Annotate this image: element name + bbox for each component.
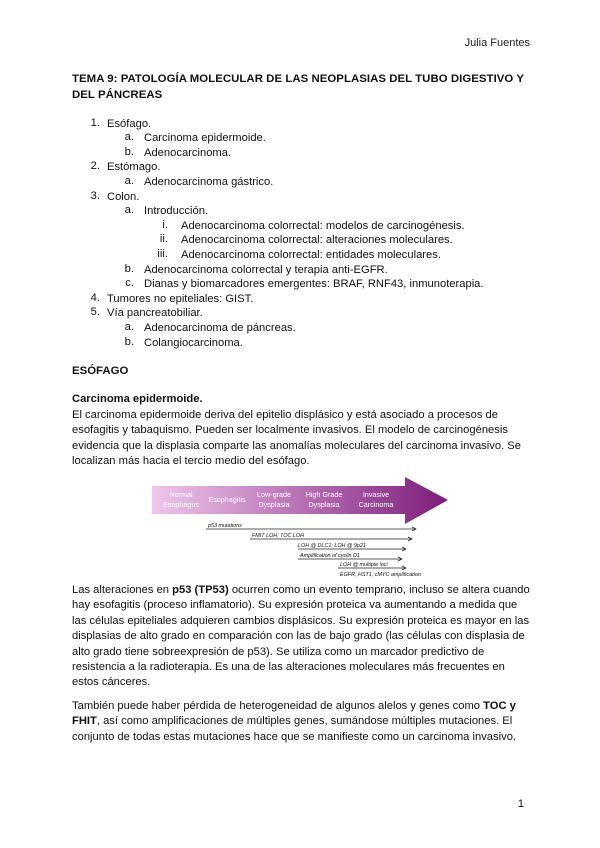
stage-label: Carcinoma — [358, 500, 394, 509]
toc-number: c. — [125, 277, 134, 289]
section-title: ESÓFAGO — [72, 365, 129, 377]
stage-label: Dysplasia — [308, 500, 340, 509]
header-author: Julia Fuentes — [464, 37, 530, 49]
toc-item: Carcinoma epidermoide. — [144, 132, 266, 144]
carcinogenesis-figure — [150, 472, 450, 580]
stage-label: Esophagitis — [208, 495, 246, 504]
toc-number: 3. — [90, 190, 100, 202]
event-label: p53 mutations — [208, 523, 242, 529]
toc-number: b. — [124, 146, 134, 158]
paragraph-text: También puede haber pérdida de heterogeneidad de algunos alelos y genes como — [72, 700, 484, 712]
stage-label: Low-grade — [257, 490, 291, 499]
toc-number: a. — [124, 175, 134, 187]
gene-highlight: TOC y FHIT — [72, 700, 516, 728]
toc-item: Dianas y biomarcadores emergentes: BRAF, RNF43, inmunoterapia. — [144, 278, 484, 290]
toc-number: i. — [162, 219, 168, 231]
toc-item: Adenocarcinoma. — [144, 147, 232, 159]
toc-number: b. — [124, 263, 134, 275]
paragraph-1: El carcinoma epidermoide deriva del epitelio displásico y está asociado a procesos de esofagitis y tabaquismo. Pueden ser localmente invasivos. El modelo de carcinogénesis evidencia que la displasia comparte las anomalías moleculares del carcinoma invasivo. Se localizan más hacia el tercio medio del esófago. — [72, 409, 521, 468]
toc-number: 1. — [90, 117, 100, 129]
toc-item: Esófago. — [107, 118, 152, 130]
toc-number: ii. — [159, 233, 168, 245]
toc-item: Adenocarcinoma colorrectal y terapia anti-EGFR. — [144, 264, 388, 276]
subheading: Carcinoma epidermoide. — [72, 393, 203, 405]
paragraph-text: , así como amplificaciones de múltiples genes, sumándose múltiples mutaciones. El conjunto de todas estas mutaciones hace que se manifieste como un carcinoma invasivo. — [72, 715, 517, 743]
toc-number: b. — [124, 336, 134, 348]
toc-number: iii. — [157, 248, 168, 260]
stage-label: Normal — [169, 490, 193, 499]
stage-label: Invasive — [362, 490, 390, 499]
paragraph-3 — [72, 699, 532, 745]
page-number: 1 — [517, 798, 524, 810]
toc-item: Estómago. — [107, 161, 161, 173]
toc-item: Vía pancreatobiliar. — [107, 307, 203, 319]
event-label: EGFR, HST1, cMYC amplification — [340, 572, 421, 578]
event-label: FMIT LOH; TOC LOH — [252, 533, 305, 539]
toc-item: Adenocarcinoma gástrico. — [144, 176, 274, 188]
stage-label: High Grade — [305, 490, 343, 499]
toc-item: Adenocarcinoma de páncreas. — [144, 322, 296, 334]
toc-item: Adenocarcinoma colorrectal: alteraciones moleculares. — [181, 234, 453, 246]
event-label: Amplification of cyclin D1 — [300, 553, 360, 559]
toc-item: Adenocarcinoma colorrectal: entidades moleculares. — [181, 249, 441, 261]
paragraph-text: ocurren como un evento temprano, incluso se altera cuando hay esofagitis (proceso inflamatorio). Su expresión proteica va aumentando a medida que las células epiteliales adquieren cambios displásicos. Su expresión proteica es mayor en las displasias de alto grado en comparación con las de bajo grado (las células con displasia de alto grado tiene sobreexpresión de p53). Se utiliza como un marcador predictivo de resistencia a la radioterapia. Es una de las alteraciones moleculares más frecuentes en estos cánceres. — [72, 584, 530, 689]
stage-label: Dysplasia — [258, 500, 290, 509]
stage-label: Esophagus — [163, 500, 199, 509]
paragraph-2 — [72, 583, 532, 691]
toc-item: Colangiocarcinoma. — [144, 337, 243, 349]
toc-number: a. — [124, 131, 134, 143]
paragraph-text: Las alteraciones en — [72, 584, 173, 596]
event-label: LOH @ multiple loci — [340, 562, 388, 568]
toc-number: 2. — [90, 160, 100, 172]
toc-number: 5. — [90, 306, 100, 318]
event-label: LOH @ DLC1; LOH @ 9p21 — [298, 543, 366, 549]
toc-number: a. — [124, 204, 134, 216]
toc-item: Tumores no epiteliales: GIST. — [107, 293, 254, 305]
toc-number: 4. — [90, 292, 100, 304]
gene-highlight: p53 (TP53) — [172, 584, 229, 596]
page-title: TEMA 9: PATOLOGÍA MOLECULAR DE LAS NEOPLASIAS DEL TUBO DIGESTIVO Y DEL PÁNCREAS — [72, 73, 524, 101]
toc-number: a. — [124, 321, 134, 333]
toc-item: Colon. — [107, 191, 140, 203]
toc-item: Adenocarcinoma colorrectal: modelos de carcinogénesis. — [181, 220, 465, 232]
toc-item: Introducción. — [144, 205, 209, 217]
